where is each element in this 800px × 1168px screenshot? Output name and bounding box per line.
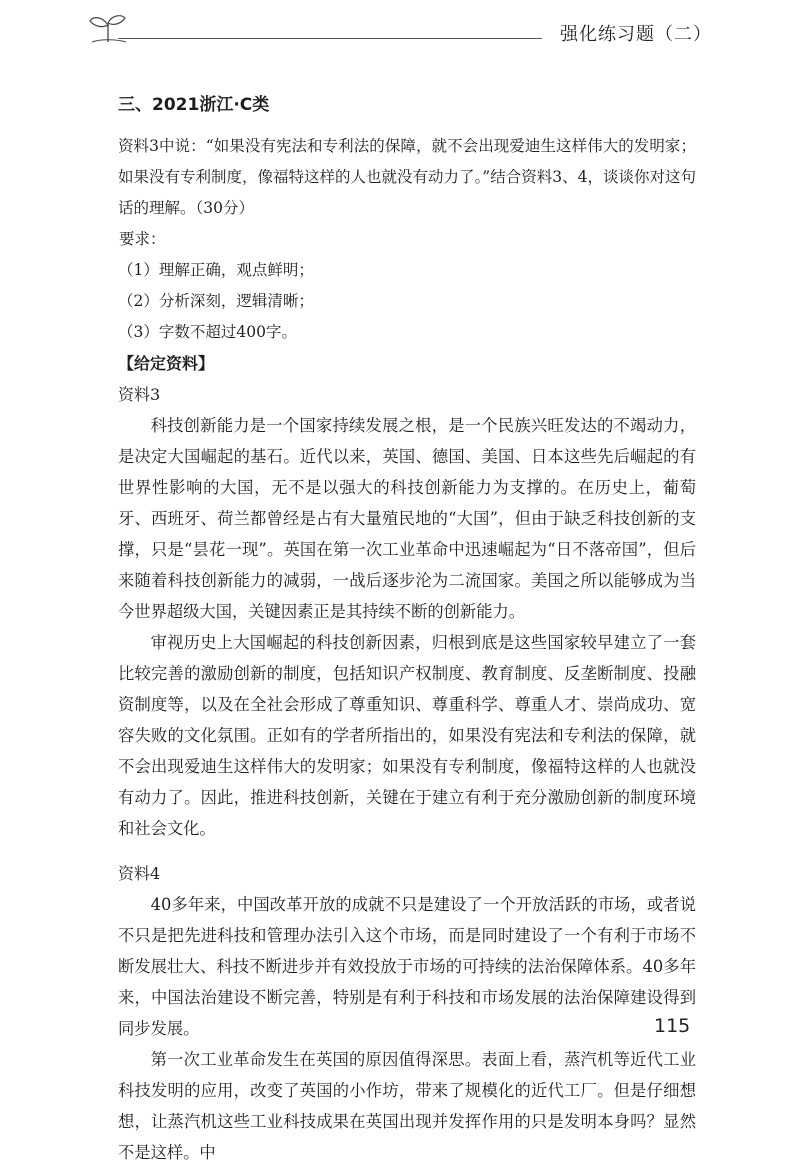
header-title: 强化练习题（二） [560,24,712,45]
page-number: 115 [654,1015,691,1037]
material-paragraph: 科技创新能力是一个国家持续发展之根，是一个民族兴旺发达的不竭动力，是决定大国崛起的基石。近代以来，英国、德国、美国、日本这些先后崛起的有世界性影响的大国，无不是以强大的科技创新能力为支撑的。在历史上，葡萄牙、西班牙、荷兰都曾经是占有大量殖民地的“大国”，但由于缺乏科技创新的支撑，只是“昙花一现”。英国在第一次工业革命中迅速崛起为“日不落帝国”，但后来随着科技创新能力的减弱，一战后逐步沦为二流国家。美国之所以能够成为当今世界超级大国，关键因素正是其持续不断的创新能力。 [118,416,696,621]
question-prompt: 资料3中说：“如果没有宪法和专利法的保障，就不会出现爱迪生这样伟大的发明家；如果没有专利制度，像福特这样的人也就没有动力了。”结合资料3、4，谈谈你对这句话的理解。（30分） [118,137,696,217]
sprout-icon [86,12,130,46]
section-title: 三、2021浙江·C类 [118,95,270,115]
material-4-title: 资料4 [118,864,161,883]
material-paragraph: 审视历史上大国崛起的科技创新因素，归根到底是这些国家较早建立了一套比较完善的激励创新的制度，包括知识产权制度、教育制度、反垄断制度、投融资制度等，以及在全社会形成了尊重知识、尊重科学、尊重人才、崇尚成功、宽容失败的文化氛围。正如有的学者所指出的，如果没有宪法和专利法的保障，就不会出现爱迪生这样伟大的发明家；如果没有专利制度，像福特这样的人也就没有动力了。因此，推进科技创新，关键在于建立有利于充分激励创新的制度环境和社会文化。 [118,633,696,838]
requirements-label: 要求： [119,230,166,248]
given-materials-heading: 【给定资料】 [118,354,215,373]
running-header [0,0,800,60]
requirement-item: （1）理解正确，观点鲜明； [118,261,314,279]
material-paragraph: 40多年来，中国改革开放的成就不只是建设了一个开放活跃的市场，或者说不只是把先进科技和管理办法引入这个市场，而是同时建设了一个有利于市场不断发展壮大、科技不断进步并有效投放于市场的可持续的法治保障体系。40多年来，中国法治建设不断完善，特别是有利于科技和市场发展的法治保障建设得到同步发展。 [118,895,696,1038]
requirement-item: （3）字数不超过400字。 [118,323,297,341]
requirement-item: （2）分析深刻，逻辑清晰； [118,292,314,310]
material-paragraph: 第一次工业革命发生在英国的原因值得深思。表面上看，蒸汽机等近代工业科技发明的应用，改变了英国的小作坊，带来了规模化的近代工厂。但是仔细想想，让蒸汽机这些工业科技成果在英国出现并发挥作用的只是发明本身吗？显然不是这样。中 [118,1050,696,1162]
page-content [118,92,696,1168]
material-3-title: 资料3 [118,385,161,404]
header-rule [118,38,542,39]
